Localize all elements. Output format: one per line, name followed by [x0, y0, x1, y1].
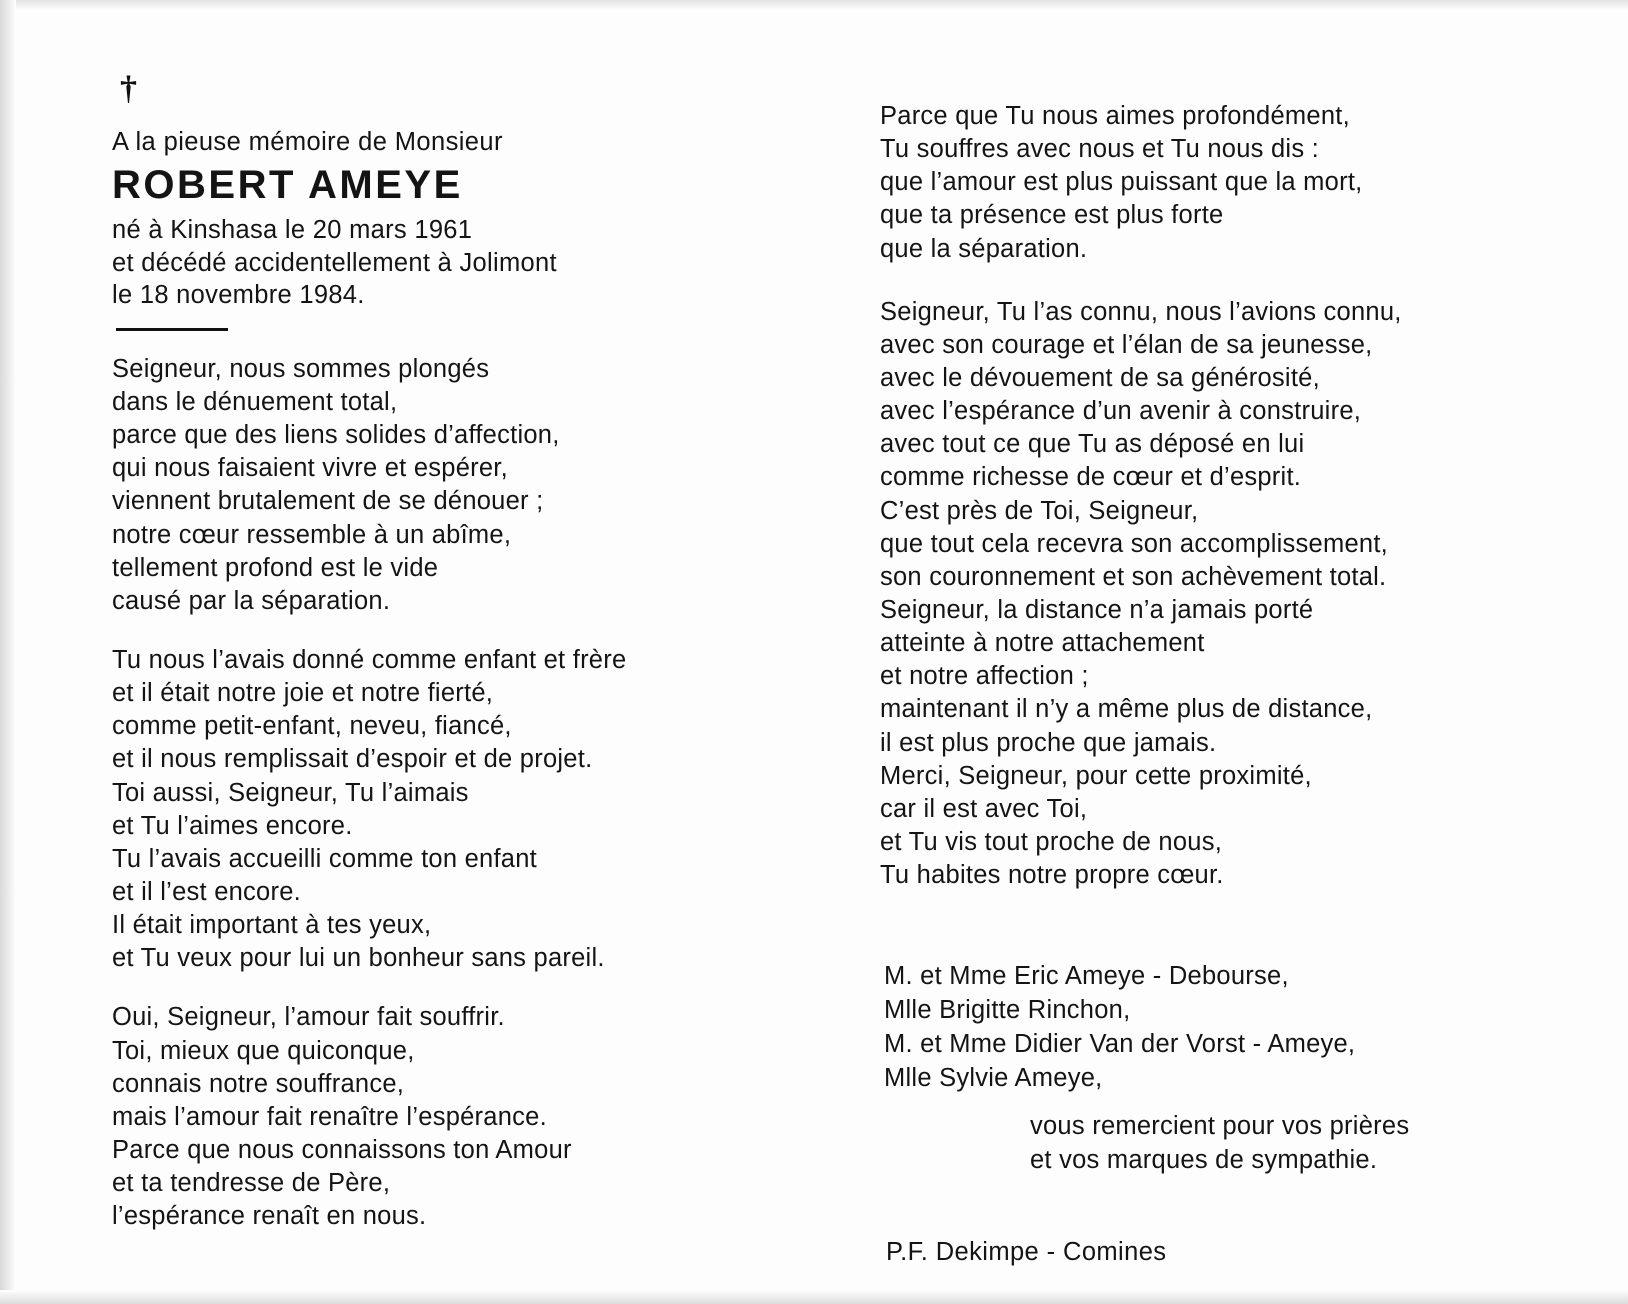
poem-line: viennent brutalement de se dénouer ; [112, 487, 544, 516]
poem-line: mais l’amour fait renaître l’espérance. [112, 1102, 547, 1131]
thanks-note [1030, 1110, 1550, 1177]
family-member: M. et Mme Didier Van der Vorst - Ameye, [884, 1029, 1356, 1058]
poem-line: avec l’espérance d’un avenir à construire, [880, 397, 1362, 426]
poem-line: Tu souffres avec nous et Tu nous dis : [880, 135, 1319, 164]
poem-line: et Tu l’aimes encore. [112, 811, 353, 840]
poem-line: son couronnement et son achèvement total. [880, 562, 1387, 591]
poem-line: Parce que Tu nous aimes profondément, [880, 102, 1350, 130]
poem-line: et il l’est encore. [112, 877, 302, 906]
dedication-line: A la pieuse mémoire de Monsieur [112, 128, 503, 156]
left-stanza-1 [112, 353, 792, 618]
thanks-line: et vos marques de sympathie. [1030, 1145, 1378, 1174]
family-member: M. et Mme Eric Ameye - Debourse, [884, 962, 1289, 990]
poem-line: qui nous faisaient vivre et espérer, [112, 454, 508, 483]
poem-line: tellement profond est le vide [112, 553, 439, 582]
right-stanza-1 [880, 100, 1520, 266]
poem-line: connais notre souffrance, [112, 1069, 405, 1098]
scan-edge-bottom [0, 1290, 1628, 1304]
poem-line: Oui, Seigneur, l’amour fait souffrir. [112, 1003, 505, 1032]
poem-line: Il était important à tes yeux, [112, 911, 432, 940]
poem-line: avec son courage et l’élan de sa jeunesse, [880, 330, 1373, 359]
scan-edge-left [0, 0, 16, 1304]
family-member: Mlle Sylvie Ameye, [884, 1063, 1103, 1092]
deceased-name: ROBERT AMEYE [112, 163, 463, 207]
family-member: Mlle Brigitte Rinchon, [884, 995, 1131, 1024]
birth-line: né à Kinshasa le 20 mars 1961 [112, 216, 473, 244]
poem-line: il est plus proche que jamais. [880, 728, 1217, 757]
poem-line: avec le dévouement de sa générosité, [880, 363, 1320, 392]
poem-line: avec tout ce que Tu as déposé en lui [880, 430, 1305, 459]
right-column [880, 100, 1520, 922]
poem-line: que tout cela recevra son accomplissement, [880, 529, 1388, 558]
poem-line: et Tu vis tout proche de nous, [880, 827, 1223, 856]
poem-line: notre cœur ressemble à un abîme, [112, 520, 512, 549]
poem-line: que l’amour est plus puissant que la mort, [880, 168, 1363, 197]
poem-line: et notre affection ; [880, 662, 1089, 691]
poem-line: Toi aussi, Seigneur, Tu l’aimais [112, 778, 469, 807]
left-stanza-3 [112, 1001, 792, 1233]
poem-line: comme richesse de cœur et d’esprit. [880, 463, 1302, 492]
poem-line: causé par la séparation. [112, 586, 391, 615]
poem-line: Seigneur, la distance n’a jamais porté [880, 595, 1314, 624]
left-stanza-2 [112, 644, 792, 975]
poem-line: maintenant il n’y a même plus de distance, [880, 695, 1373, 724]
poem-line: et ta tendresse de Père, [112, 1169, 391, 1198]
poem-line: Tu nous l’avais donné comme enfant et frère [112, 646, 627, 674]
poem-line: Tu habites notre propre cœur. [880, 861, 1224, 890]
poem-line: Seigneur, nous sommes plongés [112, 354, 490, 383]
poem-line: atteinte à notre attachement [880, 629, 1205, 658]
printer-credit: P.F. Dekimpe - Comines [886, 1238, 1167, 1266]
divider-rule [116, 328, 228, 331]
poem-line: et il était notre joie et notre fierté, [112, 679, 494, 708]
right-stanza-2 [880, 296, 1520, 893]
death-line-secondary: le 18 novembre 1984. [112, 281, 365, 310]
poem-line: Merci, Seigneur, pour cette proximité, [880, 761, 1312, 790]
poem-line: Tu l’avais accueilli comme ton enfant [112, 844, 537, 873]
poem-line: C’est près de Toi, Seigneur, [880, 496, 1199, 525]
poem-line: parce que des liens solides d’affection, [112, 421, 560, 450]
poem-line: et Tu veux pour lui un bonheur sans pareil. [112, 944, 605, 973]
family-list [884, 960, 1544, 1096]
death-line-primary: et décédé accidentellement à Jolimont [112, 248, 557, 277]
scan-edge-top [0, 0, 1628, 10]
poem-line: l’espérance renaît en nous. [112, 1202, 427, 1231]
poem-line: Seigneur, Tu l’as connu, nous l’avions connu, [880, 297, 1402, 326]
poem-line: Toi, mieux que quiconque, [112, 1036, 415, 1065]
left-column [112, 72, 792, 1259]
poem-line: car il est avec Toi, [880, 794, 1088, 823]
poem-line: que ta présence est plus forte [880, 201, 1224, 230]
poem-line: et il nous remplissait d’espoir et de projet. [112, 745, 593, 774]
thanks-line: vous remercient pour vos prières [1030, 1112, 1410, 1140]
poem-line: Parce que nous connaissons ton Amour [112, 1135, 572, 1164]
poem-line: que la séparation. [880, 234, 1088, 263]
poem-line: comme petit-enfant, neveu, fiancé, [112, 712, 512, 741]
cross-icon: † [120, 70, 137, 107]
poem-line: dans le dénuement total, [112, 388, 398, 417]
